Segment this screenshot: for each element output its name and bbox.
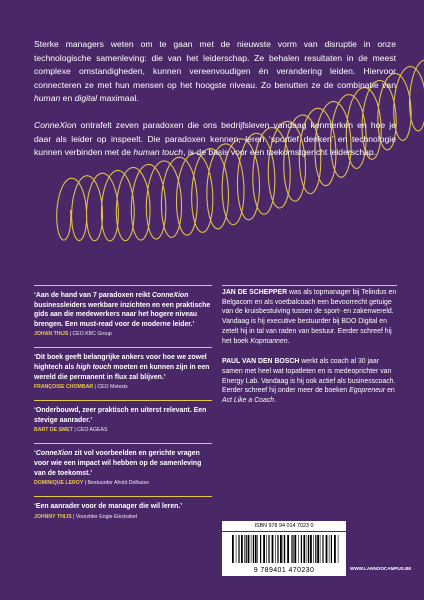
barcode-bar <box>246 535 247 563</box>
barcode-bar <box>232 535 234 563</box>
barcode-bar <box>310 535 312 563</box>
barcode-bar <box>292 535 293 563</box>
barcode-bar <box>251 535 252 563</box>
barcode-bar <box>272 535 274 563</box>
quote-author: FRANÇOISE CHOMBAR <box>34 384 94 391</box>
quote-item <box>34 400 212 435</box>
quote-text: ‘ConneXion zit vol voorbeelden en gerichte vragen voor wie een impact wil hebben op de samenleving van de toekomst.’ <box>34 450 202 477</box>
quote-text: ‘Een aanrader voor de manager die wil leren.’ <box>34 503 183 511</box>
barcode-bar <box>255 535 257 563</box>
barcode-bar <box>303 535 305 563</box>
quote-attribution <box>34 479 212 488</box>
barcode-bar <box>320 535 321 563</box>
quote-role: | CEO KBC Group <box>68 331 112 338</box>
barcode-bar <box>248 535 250 563</box>
intro-text <box>34 38 396 160</box>
quote-text: ‘Onderbouwd, zeer praktisch en uiterst relevant. Een stevige aanrader.’ <box>34 407 207 424</box>
bio-author-name: PAUL VAN DEN BOSCH <box>222 358 300 366</box>
barcode-bar <box>266 535 267 563</box>
barcode-bar <box>331 535 332 563</box>
quote-item <box>34 496 212 522</box>
quote-item <box>34 347 212 392</box>
barcode-bar <box>307 535 308 563</box>
barcode-bar <box>326 535 328 563</box>
barcode-bar <box>291 535 292 563</box>
bio-author-name: JAN DE SCHEPPER <box>222 289 288 296</box>
quote-author: JOHAN THIJS <box>34 331 69 338</box>
barcode-bar <box>263 535 265 563</box>
quote-item <box>34 285 212 339</box>
barcode-bar <box>238 535 239 563</box>
quote-author: BART DE SMET <box>34 427 73 434</box>
quote-attribution <box>34 330 212 339</box>
barcode-bar <box>329 535 330 563</box>
isbn-label: ISBN 978 94 014 7023 0 <box>222 521 346 531</box>
barcode-bar <box>334 535 336 563</box>
barcode-bar <box>260 535 261 563</box>
quote-attribution <box>34 513 212 522</box>
quote-text: ‘Aan de hand van 7 paradoxen reikt ConneXion businessleiders werkbare inzichten en een praktische gids aan die medewerkers naar het hogere niveau brengen. Een must-read voor de moderne leider.’ <box>34 292 211 328</box>
endorsement-quotes <box>34 285 212 530</box>
barcode-bar <box>338 535 339 563</box>
quote-text: ‘Dit boek geeft belangrijke ankers voor hoe we zowel hightech als high touch moeten en kunnen zijn in een wereld die permanent in flux zal blijven.’ <box>34 354 210 381</box>
barcode-bar <box>241 535 243 563</box>
barcode-bar <box>294 535 296 563</box>
quote-role: | Voorzitter Engie Electrabel <box>71 513 138 520</box>
barcode-digits: 9 789401 470230 <box>253 567 315 574</box>
barcode-bar <box>275 535 276 563</box>
barcode-bar <box>257 535 258 563</box>
quote-role: | Bestuurder Ahold Delhaize <box>83 480 149 487</box>
barcode-bar <box>313 535 314 563</box>
barcode-bar <box>301 535 302 563</box>
author-bios <box>222 288 397 406</box>
barcode-bar <box>277 535 278 563</box>
quote-author: JOHNNY THIJS <box>34 513 72 520</box>
barcode-bar <box>315 535 316 563</box>
quote-attribution <box>34 383 212 392</box>
barcode-bar <box>283 535 284 563</box>
quote-author: DOMINIQUE LEROY <box>34 480 84 487</box>
barcode-bar <box>298 535 299 563</box>
barcode-bar <box>268 535 269 563</box>
barcode-bar <box>317 535 319 563</box>
barcode <box>222 532 346 576</box>
intro-paragraph-1: Sterke managers weten om te gaan met de nieuwste vorm van disruptie in onze technologische samenleving: die van het leiderschap. Ze behalen resultaten in de meest complexe omstandigheden, kunnen vereenvoudigen én verandering leiden. Hiervoor connecteren ze met hun mensen op het hoogste niveau. Zo benutten ze de combinatie van human en digital maximaal. <box>34 39 396 104</box>
barcode-bar <box>322 535 323 563</box>
intro-paragraph-2: ConneXion ontrafelt zeven paradoxen die ons bedrijfsleven vandaag kenmerken en hoe je daar als leider op inspeelt. Die paradoxen kennen, leren ‘sportief denken’ en technologie kunnen verbinden met de human touch, is de basis voor een toekomstgericht leiderschap. <box>34 119 396 158</box>
barcode-bar <box>287 535 289 563</box>
barcode-bar <box>308 535 309 563</box>
barcode-bar <box>280 535 282 563</box>
barcode-bars <box>222 532 346 566</box>
bio-paul-van-den-bosch: PAUL VAN DEN BOSCH werkt als coach al 30 jaar samen met heel wat topatleten en is medeoprichter van Energy Lab. Vandaag is hij ook actief als businesscoach. Eerder schreef hij onder meer de boeken Egopreneur en Act Like a Coach. <box>222 358 396 405</box>
bio-divider <box>222 285 397 286</box>
barcode-bar <box>244 535 245 563</box>
quote-attribution <box>34 426 212 435</box>
quote-item <box>34 443 212 488</box>
barcode-bar <box>253 535 254 563</box>
bio-jan-de-schepper: JAN DE SCHEPPER was als topmanager bij Telindus en Belgacom en als voetbalcoach een bevoorrecht getuige van de kruisbestuiving tussen de sport- en zakenwereld. Vandaag is hij executive bestuurder bij BDO Digital en zetelt hij in tal van raden van bestuur. Eerder schreef hij het boek Kopmannen. <box>222 289 397 345</box>
publisher-url: WWW.LANNOOCAMPUS.BE <box>350 566 412 571</box>
quote-role: | CEO Melexis <box>93 384 128 391</box>
barcode-bar <box>284 535 285 563</box>
quote-role: | CEO AGEAS <box>72 427 108 434</box>
barcode-bar <box>236 535 237 563</box>
